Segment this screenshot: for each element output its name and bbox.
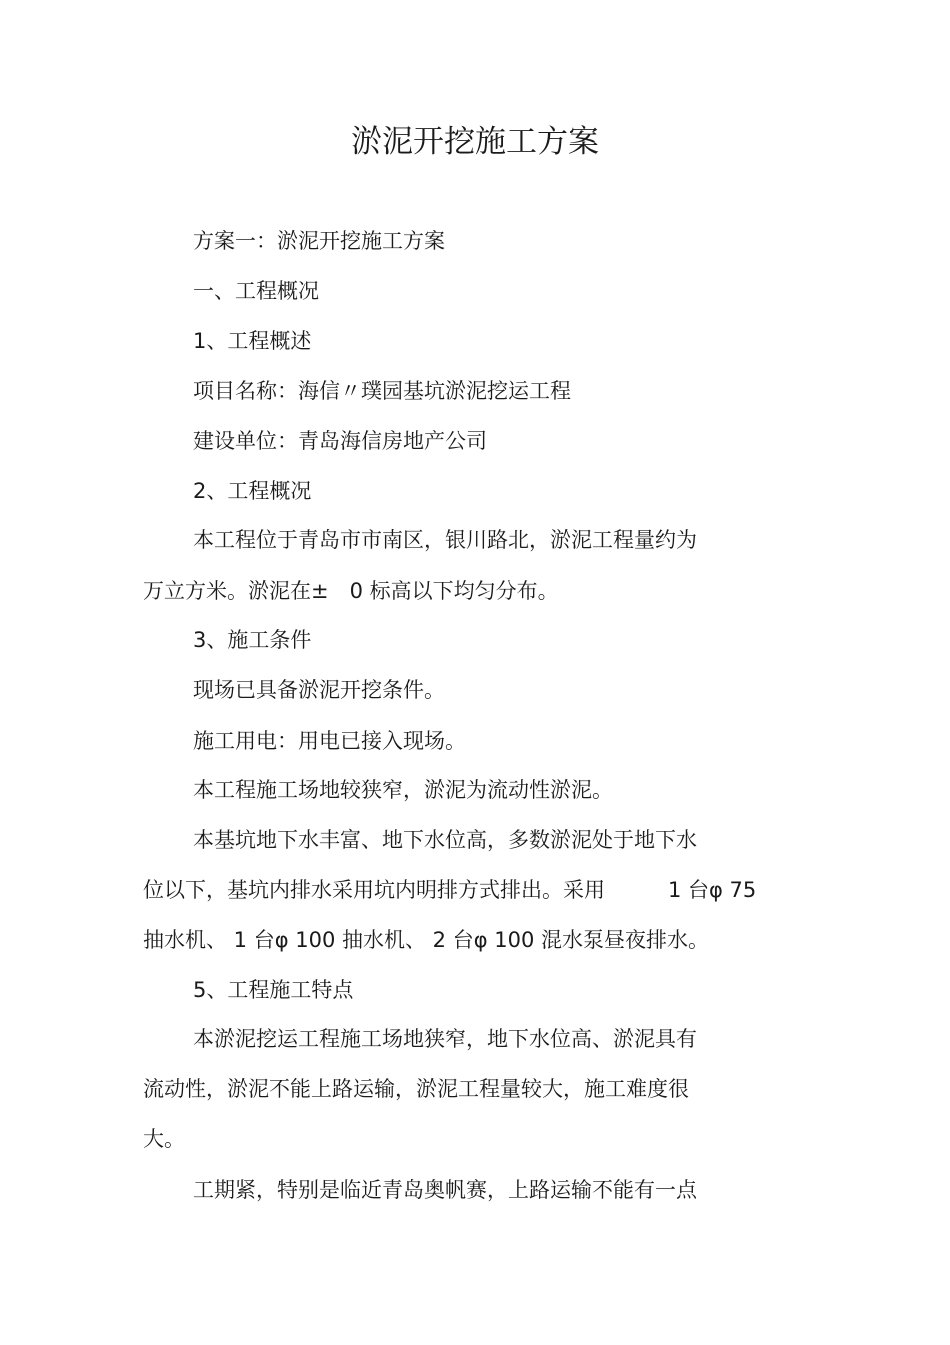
section-heading: 一、工程概况 xyxy=(193,279,319,303)
subsection-heading: 3、施工条件 xyxy=(193,628,312,652)
paragraph-line: 现场已具备淤泥开挖条件。 xyxy=(193,678,445,702)
paragraph-line: 本工程位于青岛市市南区，银川路北，淤泥工程量约为 xyxy=(193,528,697,552)
paragraph-line: 工期紧，特别是临近青岛奥帆赛，上路运输不能有一点 xyxy=(193,1178,697,1202)
paragraph-line: 本淤泥挖运工程施工场地狭窄，地下水位高、淤泥具有 xyxy=(193,1027,697,1051)
paragraph-line: 方案一：淤泥开挖施工方案 xyxy=(193,229,445,253)
subsection-heading: 2、工程概况 xyxy=(193,479,312,503)
paragraph-line: 流动性，淤泥不能上路运输，淤泥工程量较大，施工难度很 xyxy=(143,1077,689,1101)
paragraph-line: 本工程施工场地较狭窄，淤泥为流动性淤泥。 xyxy=(193,778,613,802)
subsection-heading: 1、工程概述 xyxy=(193,329,312,353)
paragraph-line: 位以下，基坑内排水采用坑内明排方式排出。采用 1 台φ 75 xyxy=(143,878,757,902)
paragraph-line: 万立方米。淤泥在± 0 标高以下均匀分布。 xyxy=(143,579,559,603)
paragraph-line: 项目名称：海信〃璞园基坑淤泥挖运工程 xyxy=(193,379,571,403)
paragraph-line: 施工用电：用电已接入现场。 xyxy=(193,729,466,753)
paragraph-line: 建设单位：青岛海信房地产公司 xyxy=(193,429,487,453)
document-title: 淤泥开挖施工方案 xyxy=(351,124,599,160)
paragraph-line: 大。 xyxy=(143,1127,185,1151)
paragraph-line: 本基坑地下水丰富、地下水位高，多数淤泥处于地下水 xyxy=(193,828,697,852)
paragraph-line: 抽水机、 1 台φ 100 抽水机、 2 台φ 100 混水泵昼夜排水。 xyxy=(143,928,709,952)
subsection-heading: 5、工程施工特点 xyxy=(193,978,354,1002)
